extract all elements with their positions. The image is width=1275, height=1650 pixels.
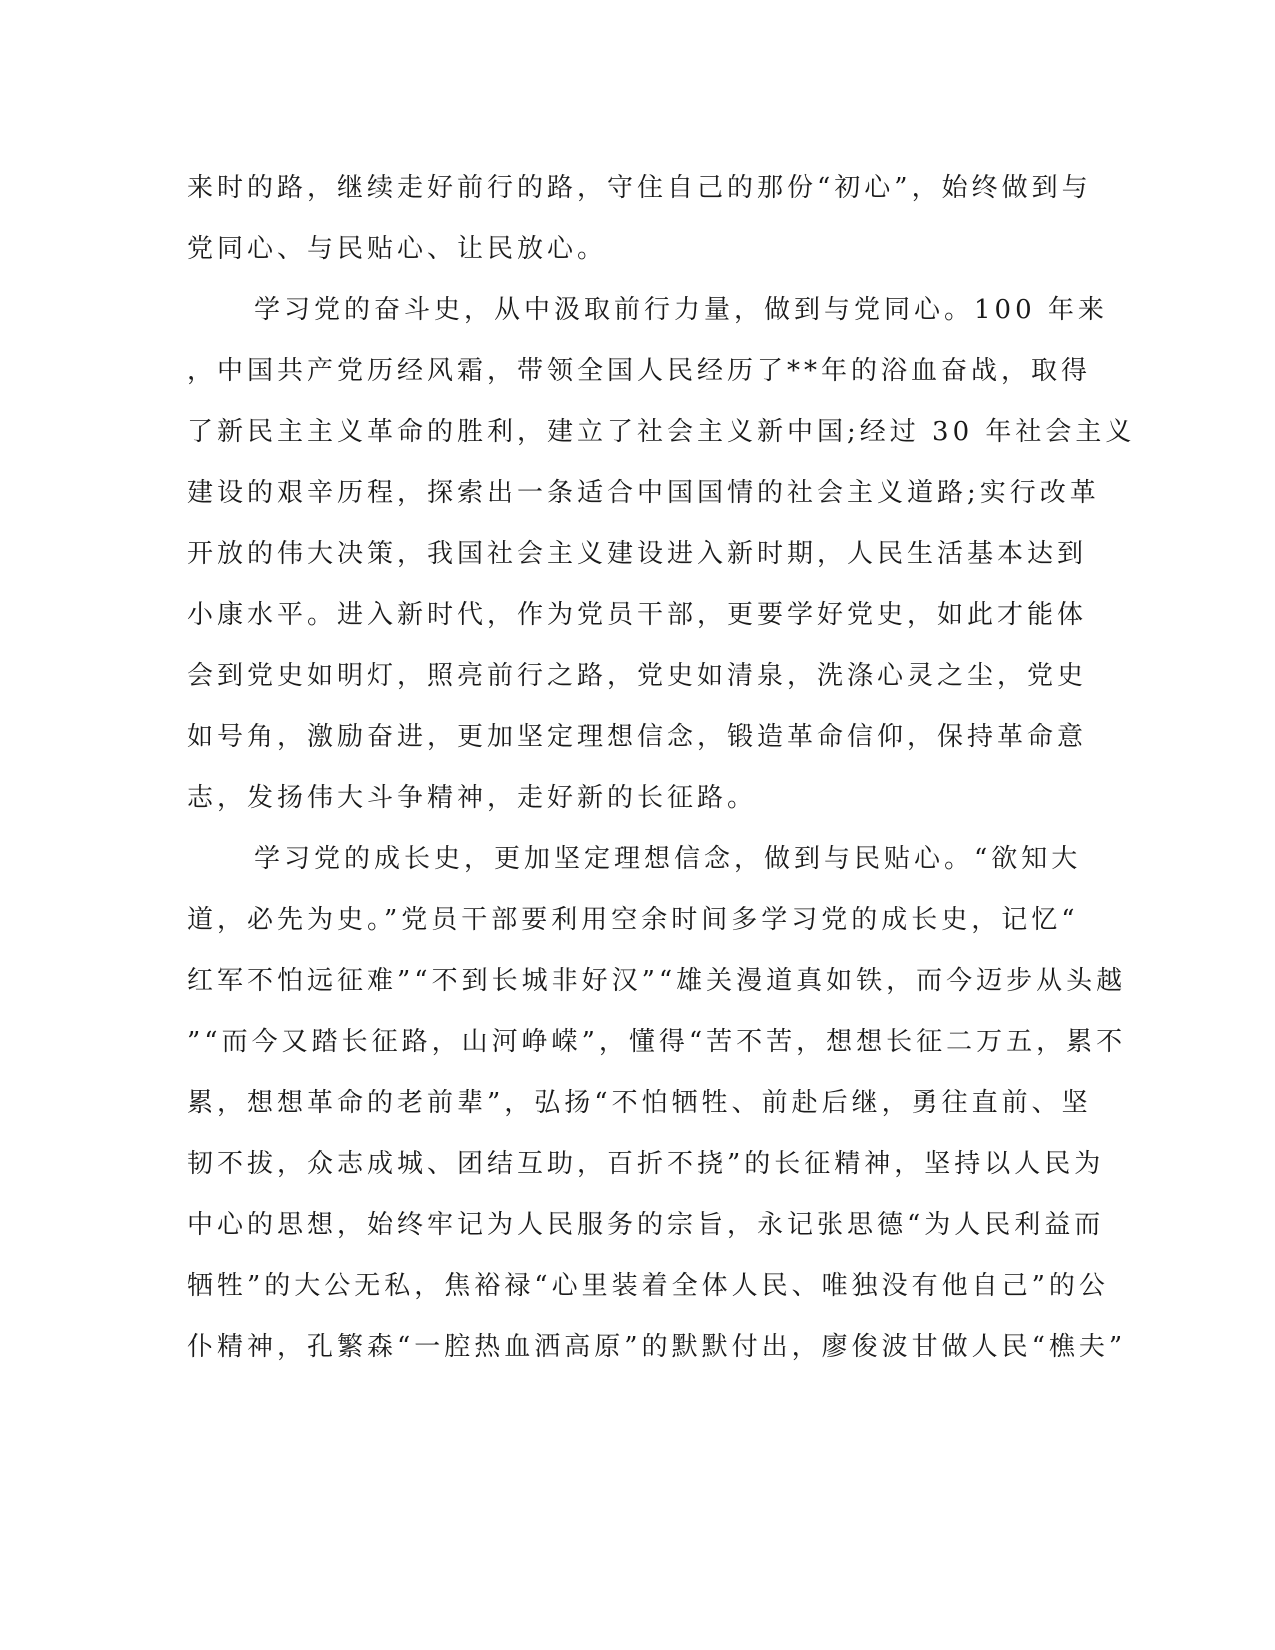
- text-line: 道，必先为史。”党员干部要利用空余时间多学习党的成长史，记忆“: [187, 905, 1079, 935]
- text-line: 仆精神，孔繁森“一腔热血洒高原”的默默付出，廖俊波甘做人民“樵夫”: [187, 1332, 1127, 1362]
- text-line: 建设的艰辛历程，探索出一条适合中国国情的社会主义道路;实行改革: [187, 478, 1100, 508]
- text-line: 了新民主主义革命的胜利，建立了社会主义新中国;经过 30 年社会主义: [187, 417, 1136, 447]
- text-line: 来时的路，继续走好前行的路，守住自己的那份“初心”，始终做到与: [187, 173, 1092, 203]
- text-line: 党同心、与民贴心、让民放心。: [187, 234, 608, 264]
- text-line: 小康水平。进入新时代，作为党员干部，更要学好党史，如此才能体: [187, 600, 1088, 630]
- text-line: 红军不怕远征难”“不到长城非好汉”“雄关漫道真如铁，而今迈步从头越: [187, 966, 1127, 996]
- text-line: ，中国共产党历经风霜，带领全国人民经历了**年的浴血奋战，取得: [187, 356, 1092, 386]
- text-line: 累，想想革命的老前辈”，弘扬“不怕牺牲、前赴后继，勇往直前、坚: [187, 1088, 1092, 1118]
- text-line: ”“而今又踏长征路，山河峥嵘”，懂得“苦不苦，想想长征二万五，累不: [187, 1027, 1127, 1057]
- text-line: 志，发扬伟大斗争精神，走好新的长征路。: [187, 783, 758, 813]
- text-line: 如号角，激励奋进，更加坚定理想信念，锻造革命信仰，保持革命意: [187, 722, 1088, 752]
- paragraph-start-line: 学习党的奋斗史，从中汲取前行力量，做到与党同心。100 年来: [254, 295, 1108, 325]
- text-line: 会到党史如明灯，照亮前行之路，党史如清泉，洗涤心灵之尘，党史: [187, 661, 1088, 691]
- text-line: 韧不拔，众志成城、团结互助，百折不挠”的长征精神，坚持以人民为: [187, 1149, 1105, 1179]
- body-text: [187, 158, 1136, 1378]
- paragraph-start-line: 学习党的成长史，更加坚定理想信念，做到与民贴心。“欲知大: [254, 844, 1082, 874]
- text-line: 牺牲”的大公无私，焦裕禄“心里装着全体人民、唯独没有他自己”的公: [187, 1271, 1109, 1301]
- text-line: 开放的伟大决策，我国社会主义建设进入新时期，人民生活基本达到: [187, 539, 1088, 569]
- text-line: 中心的思想，始终牢记为人民服务的宗旨，永记张思德“为人民利益而: [187, 1210, 1105, 1240]
